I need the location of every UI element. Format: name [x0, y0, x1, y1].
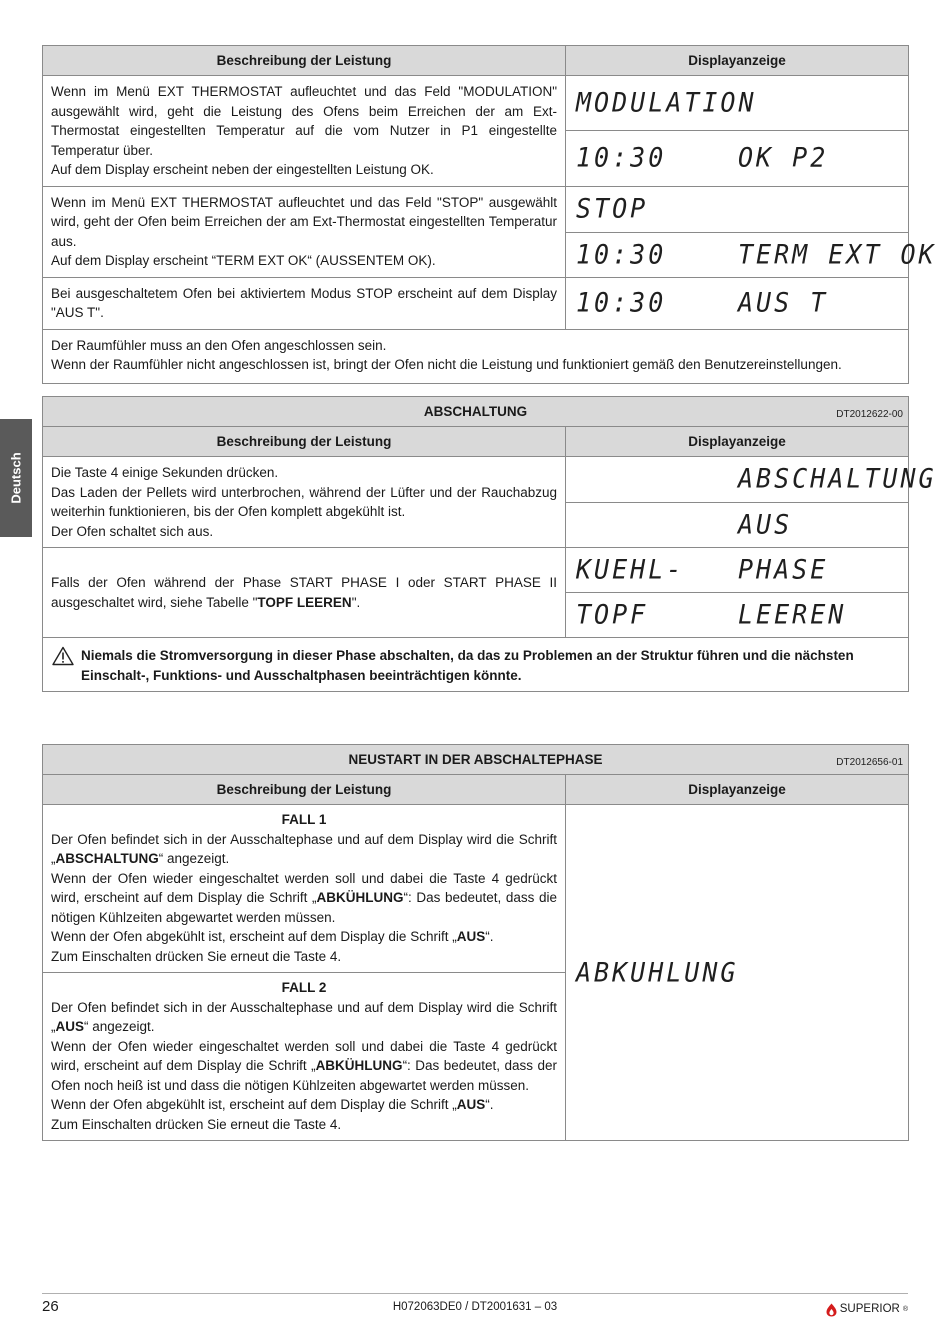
thermostat-table — [42, 45, 937, 384]
lcd-text: STOP — [576, 193, 649, 225]
text: Der Ofen befindet sich in der Ausschaltephase und auf dem Display wird die Schrift „ — [51, 999, 557, 1034]
col-header-display: Displayanzeige — [566, 427, 909, 457]
case2-description — [43, 973, 566, 1141]
display-cell — [566, 76, 909, 131]
display-cell — [566, 805, 909, 1141]
start-phase-description — [43, 548, 566, 638]
text: Der Ofen befindet sich in der Ausschaltephase und auf dem Display wird die Schrift „ — [51, 831, 557, 866]
text: “. — [485, 1097, 494, 1112]
display-cell — [566, 277, 909, 329]
text: Wenn der Ofen wieder eingeschaltet werden soll und dabei die Taste 4 gedrückt wird, erscheint auf dem Display die Schrift „ — [51, 1038, 557, 1073]
display-word: ABSCHALTUNG — [55, 851, 159, 866]
brand-name: SUPERIOR — [839, 1303, 900, 1315]
case1-title: FALL 1 — [281, 812, 327, 827]
lcd-text: AUS — [738, 509, 793, 540]
warning-note — [43, 638, 909, 692]
start-phase-ref: TOPF LEEREN — [257, 594, 352, 610]
language-tab-label: Deutsch — [8, 452, 24, 504]
lcd-text: AUS T — [738, 287, 829, 318]
language-tab — [0, 419, 32, 537]
lcd-text: KUEHL- — [576, 554, 685, 585]
display-word: ABKÜHLUNG — [316, 890, 404, 905]
text: Wenn der Ofen wieder eingeschaltet werden soll und dabei die Taste 4 gedrückt wird, erscheint auf dem Display die Schrift „ — [51, 870, 557, 905]
col-header-description: Beschreibung der Leistung — [43, 46, 566, 76]
warning-text: Niemals die Stromversorgung in dieser Phase abschalten, da das zu Problemen an der Struktur führen und die nächsten Einschalt-, Funktions- und Ausschaltphasen beeinträchtigen könnte. — [81, 648, 854, 683]
display-cell — [566, 593, 909, 638]
table-title: ABSCHALTUNG — [423, 403, 528, 419]
document-code: H072063DE0 / DT2001631 – 03 — [392, 1301, 558, 1313]
footer-divider — [42, 1293, 908, 1294]
modulation-description: Wenn im Menü EXT THERMOSTAT aufleuchtet und das Feld "MODULATION" ausgewählt wird, geht die Leistung des Ofens beim Erreichen der am Ext-Thermostat eingestellten Temperatur auf die vom Nutzer in P1 eingestellte Temperatur über. Auf dem Display erscheint neben der eingestellten Leistung OK. — [43, 76, 566, 187]
start-phase-text-end: ". — [351, 594, 361, 610]
display-word: AUS — [456, 1097, 486, 1112]
case2-paragraph — [51, 1095, 557, 1115]
lcd-text: ABSCHALTUNG — [738, 463, 937, 494]
case1-paragraph — [51, 927, 557, 947]
lcd-text: PHASE — [738, 554, 829, 585]
lcd-text: ABKUHLUNG — [576, 956, 739, 988]
warning-icon — [52, 646, 74, 666]
table-code: DT2012656-01 — [836, 757, 904, 768]
restart-table — [42, 744, 909, 1141]
flame-icon — [826, 1303, 837, 1317]
col-header-display: Displayanzeige — [566, 46, 909, 76]
aus-t-description: Bei ausgeschaltetem Ofen bei aktiviertem Modus STOP erscheint auf dem Display "AUS T". — [43, 277, 566, 329]
case2-paragraph: Zum Einschalten drücken Sie erneut die Taste 4. — [51, 1116, 342, 1132]
start-phase-text: Falls der Ofen während der Phase START PHASE I oder START PHASE II ausgeschaltet wird, siehe Tabelle " — [51, 575, 557, 610]
table-title-row — [43, 745, 909, 775]
case1-description — [43, 805, 566, 973]
lcd-text: MODULATION — [576, 87, 757, 118]
display-word: ABKÜHLUNG — [315, 1058, 403, 1073]
case1-paragraph — [51, 869, 557, 928]
stop-description: Wenn im Menü EXT THERMOSTAT aufleuchtet und das Feld "STOP" ausgewählt wird, geht der Ofen beim Erreichen der am Ext-Thermostat eingestellten Temperatur aus. Auf dem Display erscheint “TERM EXT OK“ (AUSSENTEM OK). — [43, 186, 566, 277]
text: Wenn der Ofen abgekühlt ist, erscheint auf dem Display die Schrift „ — [51, 929, 457, 944]
text: “: Das bedeutet, dass die nötigen Kühlzeiten abgewartet werden müssen. — [51, 890, 557, 925]
sensor-note: Der Raumfühler muss an den Ofen angeschlossen sein. Wenn der Raumfühler nicht angeschlossen ist, bringt der Ofen nicht die Leistung und funktioniert gemäß den Benutzereinstellungen. — [43, 329, 909, 383]
lcd-text: TOPF — [576, 599, 649, 630]
col-header-display: Displayanzeige — [566, 775, 909, 805]
lcd-text: LEEREN — [738, 599, 847, 630]
display-cell — [566, 233, 937, 277]
display-word: AUS — [55, 1019, 85, 1034]
display-cell — [566, 131, 909, 186]
lcd-time: 10:30 — [576, 142, 667, 174]
lcd-text: TERM EXT OK — [738, 239, 937, 270]
col-header-description: Beschreibung der Leistung — [43, 427, 566, 457]
display-cell — [566, 548, 909, 593]
display-cell — [566, 502, 909, 548]
display-word: AUS — [456, 929, 486, 944]
display-cell — [566, 186, 909, 233]
case2-paragraph — [51, 998, 557, 1037]
lcd-text: OK P2 — [738, 142, 829, 174]
case2-paragraph — [51, 1037, 557, 1096]
case1-paragraph: Zum Einschalten drücken Sie erneut die Taste 4. — [51, 948, 342, 964]
lcd-time: 10:30 — [576, 239, 667, 270]
case1-paragraph — [51, 830, 557, 869]
shutdown-table — [42, 396, 937, 692]
text: “. — [485, 929, 494, 944]
table-title: NEUSTART IN DER ABSCHALTEPHASE — [348, 751, 603, 767]
page-number: 26 — [42, 1298, 59, 1315]
table-title-row — [43, 397, 909, 427]
col-header-description: Beschreibung der Leistung — [43, 775, 566, 805]
text: Wenn der Ofen abgekühlt ist, erscheint auf dem Display die Schrift „ — [51, 1097, 457, 1112]
table-code: DT2012622-00 — [836, 409, 903, 420]
case2-title: FALL 2 — [281, 980, 327, 995]
text: “ angezeigt. — [158, 851, 230, 866]
text: “ angezeigt. — [84, 1019, 155, 1034]
display-cell — [566, 457, 937, 503]
lcd-time: 10:30 — [576, 287, 667, 318]
shutdown-description: Die Taste 4 einige Sekunden drücken. Das Laden der Pellets wird unterbrochen, während der Lüfter und der Rauchabzug weiterhin funktionieren, bis der Ofen komplett abgekühlt ist. Der Ofen schaltet sich aus. — [43, 457, 566, 548]
brand-registered-mark: ® — [902, 1306, 908, 1313]
text: “: Das bedeutet, dass der Ofen noch heiß ist und dass die nötigen Kühlzeiten abgewartet werden müssen. — [51, 1058, 557, 1093]
brand-logo — [826, 1300, 908, 1320]
